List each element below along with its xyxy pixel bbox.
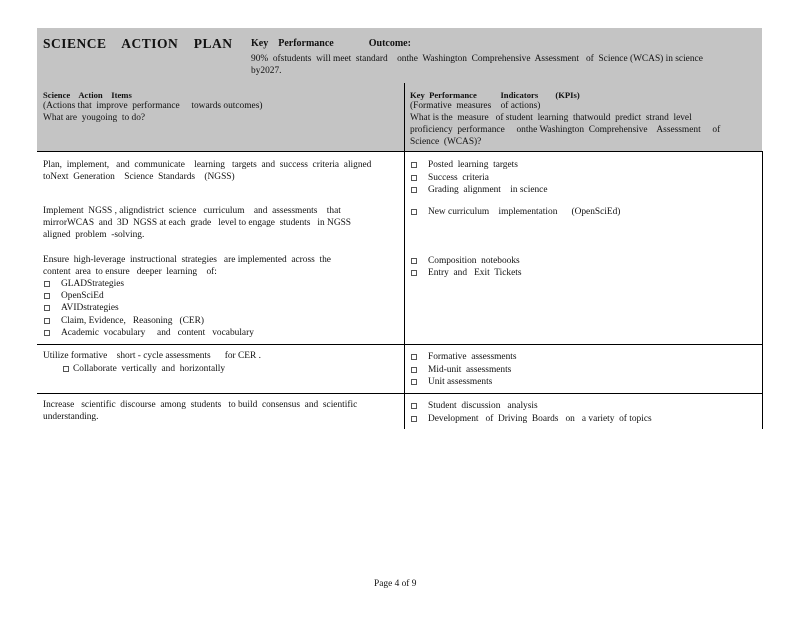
page-number: Page 4 of 9 (374, 579, 417, 589)
action-item-text: mirrorWCAS and 3D NGSS at each grade level to engage students in NGSS (43, 218, 352, 228)
checkbox-icon (411, 379, 417, 385)
right-column-title: Key Performance Indicators (KPIs) (410, 90, 580, 100)
left-column-sub1: (Actions that improve performance towards outcomes) (43, 101, 263, 111)
kpi-item: Unit assessments (428, 377, 493, 387)
checkbox-icon (411, 270, 417, 276)
checkbox-icon (44, 330, 50, 336)
kpi-item: Development of Driving Boards on a variety of topics (428, 414, 652, 424)
action-item-text: content area to ensure deeper learning of: (43, 267, 217, 277)
left-column-title: Science Action Items (43, 90, 132, 100)
strategy-item: GLADStrategies (61, 279, 125, 289)
column-divider (404, 83, 405, 429)
kpo-text-line1: 90% ofstudents will meet standard onthe Washington Comprehensive Assessment of Science (WCAS) in science (251, 54, 703, 64)
table-divider (37, 344, 762, 345)
kpi-item: Success criteria (428, 173, 489, 183)
checkbox-icon (411, 367, 417, 373)
strategy-item: Academic vocabulary and content vocabulary (61, 328, 254, 338)
page-title: SCIENCE ACTION PLAN (43, 36, 233, 51)
action-item-text: Ensure high-leverage instructional strategies are implemented across the (43, 255, 331, 265)
action-item-text: Plan, implement, and communicate learning targets and success criteria aligned (43, 160, 372, 170)
action-subitem-text: Collaborate vertically and horizontally (73, 364, 226, 374)
kpo-label: Key Performance Outcome: (251, 38, 411, 49)
checkbox-icon (411, 209, 417, 215)
kpi-item: Entry and Exit Tickets (428, 268, 522, 278)
kpi-item: Composition notebooks (428, 256, 520, 266)
kpo-text-line2: by2027. (251, 66, 282, 76)
checkbox-icon (44, 293, 50, 299)
checkbox-icon (411, 187, 417, 193)
kpi-item: New curriculum implementation (OpenSciEd) (428, 207, 621, 217)
right-column-sub3: proficiency performance onthe Washington Comprehensive Assessment of (410, 125, 721, 135)
checkbox-icon (44, 281, 50, 287)
table-divider (37, 151, 762, 152)
action-item-text: understanding. (43, 412, 99, 422)
checkbox-icon (44, 318, 50, 324)
action-item-text: Utilize formative short - cycle assessments for CER . (43, 351, 261, 361)
left-column-sub2: What are yougoing to do? (43, 113, 146, 123)
strategy-item: Claim, Evidence, Reasoning (CER) (61, 316, 204, 326)
kpi-item: Formative assessments (428, 352, 517, 362)
checkbox-icon (411, 354, 417, 360)
kpi-item: Student discussion analysis (428, 401, 538, 411)
strategy-item: AVIDstrategies (61, 303, 119, 313)
kpi-item: Grading alignment in science (428, 185, 548, 195)
table-divider (37, 393, 762, 394)
right-column-sub4: Science (WCAS)? (410, 137, 482, 147)
checkbox-icon (411, 162, 417, 168)
table-right-border (762, 151, 763, 429)
checkbox-icon (44, 305, 50, 311)
checkbox-icon (63, 366, 69, 372)
checkbox-icon (411, 416, 417, 422)
right-column-sub1: (Formative measures of actions) (410, 101, 541, 111)
strategy-item: OpenSciEd (61, 291, 104, 301)
action-item-text: Implement NGSS , aligndistrict science curriculum and assessments that (43, 206, 341, 216)
action-item-text: toNext Generation Science Standards (NGSS) (43, 172, 235, 182)
checkbox-icon (411, 258, 417, 264)
kpi-item: Mid-unit assessments (428, 365, 512, 375)
checkbox-icon (411, 403, 417, 409)
checkbox-icon (411, 175, 417, 181)
right-column-sub2: What is the measure of student learning thatwould predict strand level (410, 113, 692, 123)
kpi-item: Posted learning targets (428, 160, 518, 170)
action-item-text: aligned problem -solving. (43, 230, 145, 240)
action-item-text: Increase scientific discourse among students to build consensus and scientific (43, 400, 358, 410)
